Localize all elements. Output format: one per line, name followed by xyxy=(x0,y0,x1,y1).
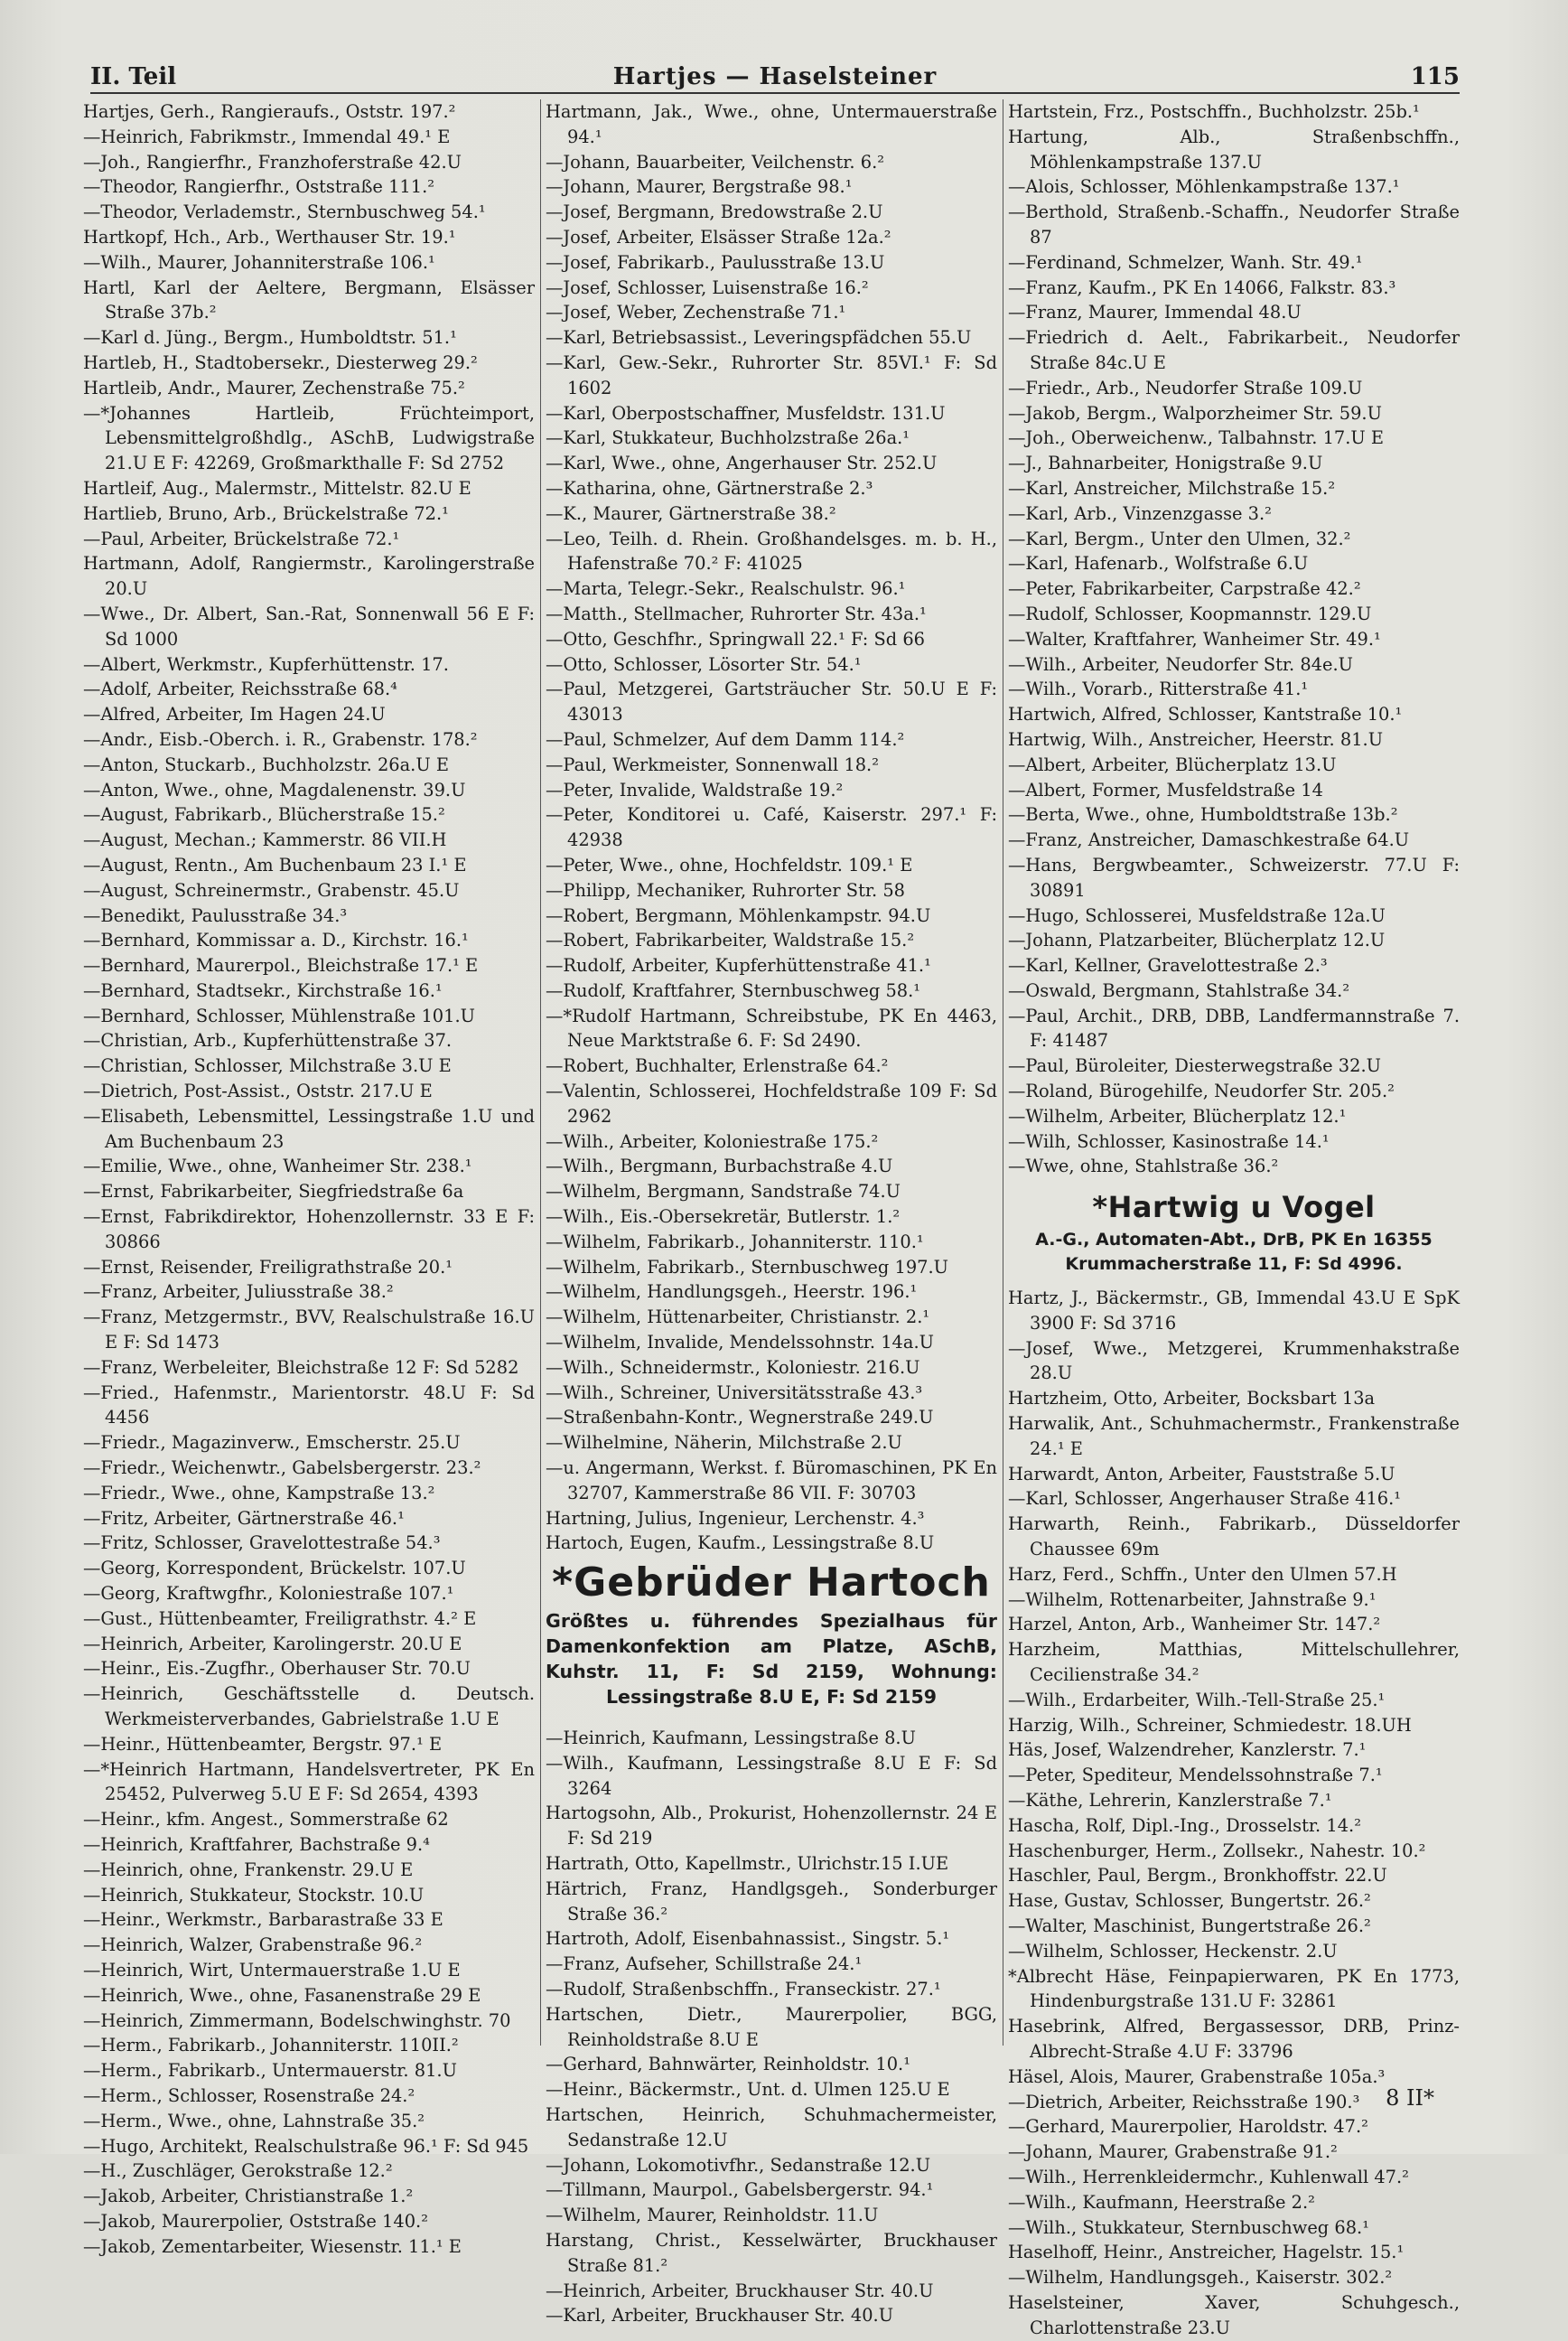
directory-entry: Häsel, Alois, Maurer, Grabenstraße 105a.³ xyxy=(1008,2065,1386,2087)
directory-entry: —Herm., Wwe., ohne, Lahnstraße 35.² xyxy=(83,2110,425,2131)
directory-entry: —Karl, Betriebsassist., Leveringspfädchen 55.U xyxy=(546,327,972,349)
directory-entry: Hartogsohn, Alb., Prokurist, Hohenzollernstr. 24 E F: Sd 219 xyxy=(546,1803,997,1849)
directory-entry: —Heinrich, Walzer, Grabenstraße 96.² xyxy=(83,1934,423,1956)
directory-entry: Hartwig, Wilh., Anstreicher, Heerstr. 81.U xyxy=(1008,728,1384,750)
directory-entry: —Käthe, Lehrerin, Kanzlerstraße 7.¹ xyxy=(1008,1790,1332,1811)
directory-entry: Hartschen, Dietr., Maurerpolier, BGG, Reinholdstraße 8.U E xyxy=(546,2003,997,2050)
directory-entry: —Joh., Oberweichenw., Talbahnstr. 17.U E xyxy=(1008,427,1385,449)
directory-entry: —Wilh., Schreiner, Universitätsstraße 43.³ xyxy=(546,1381,923,1403)
directory-entry: —Rudolf, Straßenbschffn., Franseckistr. 27.¹ xyxy=(546,1978,941,1999)
directory-entry: —Heinrich, Arbeiter, Karolingerstr. 20.U E xyxy=(83,1633,462,1654)
directory-entry: —Heinrich, Arbeiter, Bruckhauser Str. 40.U xyxy=(546,2280,934,2301)
directory-entry: —Wilhelm, Handlungsgeh., Kaiserstr. 302.² xyxy=(1008,2267,1393,2289)
directory-entry: —Rudolf, Arbeiter, Kupferhüttenstraße 41.¹ xyxy=(546,955,931,977)
directory-entry: Hartwich, Alfred, Schlosser, Kantstraße 10.¹ xyxy=(1008,704,1403,726)
directory-entry: —Johann, Lokomotivfhr., Sedanstraße 12.U xyxy=(546,2154,931,2176)
directory-entry: —Gerhard, Maurerpolier, Haroldstr. 47.² xyxy=(1008,2116,1368,2138)
directory-entry: —Emilie, Wwe., ohne, Wanheimer Str. 238.¹ xyxy=(83,1156,472,1177)
directory-entry: Haschler, Paul, Bergm., Bronkhoffstr. 22.U xyxy=(1008,1865,1387,1887)
directory-entry: —Wilh., Stukkateur, Sternbuschweg 68.¹ xyxy=(1008,2216,1369,2238)
directory-entry: Hartz, J., Bäckermstr., GB, Immendal 43.U E SpK 3900 F: Sd 3716 xyxy=(1008,1288,1460,1334)
directory-entry: —Georg, Kraftwgfhr., Koloniestraße 107.¹ xyxy=(83,1583,454,1605)
directory-entry: —Herm., Fabrikarb., Untermauerstr. 81.U xyxy=(83,2060,457,2082)
directory-entry: —Albert, Werkmstr., Kupferhüttenstr. 17. xyxy=(83,653,449,675)
directory-entry: Hartzheim, Otto, Arbeiter, Bocksbart 13a xyxy=(1008,1388,1376,1409)
directory-entry: —Herm., Schlosser, Rosenstraße 24.² xyxy=(83,2084,415,2106)
directory-entry: —Heinr., Eis.-Zugfhr., Oberhauser Str. 70.U xyxy=(83,1658,471,1680)
directory-entry: —Wilh., Erdarbeiter, Wilh.-Tell-Straße 25.¹ xyxy=(1008,1689,1386,1710)
directory-entry: —Heinrich, Kaufmann, Lessingstraße 8.U xyxy=(546,1728,916,1749)
directory-entry: —Roland, Bürogehilfe, Neudorfer Str. 205.² xyxy=(1008,1081,1395,1102)
directory-entry: —Heinrich, Fabrikmstr., Immendal 49.¹ E xyxy=(83,126,451,147)
directory-entry: —Wilhelm, Arbeiter, Blücherplatz 12.¹ xyxy=(1008,1105,1347,1127)
directory-entry: —Heinrich, Wwe., ohne, Fasanenstraße 29 E xyxy=(83,1984,481,2006)
directory-entry: —Matth., Stellmacher, Ruhrorter Str. 43a.¹ xyxy=(546,603,927,624)
directory-entry: —*Johannes Hartleib, Früchteimport, Lebensmittelgroßhdlg., ASchB, Ludwigstraße 21.U E F: 42269, Großmarkthalle F: Sd 2752 xyxy=(83,402,535,474)
directory-entry: —Benedikt, Paulusstraße 34.³ xyxy=(83,904,348,926)
directory-entry: —Jakob, Bergm., Walporzheimer Str. 59.U xyxy=(1008,402,1382,424)
directory-entry: —Heinrich, Geschäftsstelle d. Deutsch. Werkmeisterverbandes, Gabrielstraße 1.U E xyxy=(83,1683,535,1729)
directory-entry: —Friedrich d. Aelt., Fabrikarbeit., Neudorfer Straße 84c.U E xyxy=(1008,327,1460,373)
directory-entry: —Berthold, Straßenb.-Schaffn., Neudorfer Straße 87 xyxy=(1008,201,1460,248)
directory-entry: —Katharina, ohne, Gärtnerstraße 2.³ xyxy=(546,477,873,499)
page-number: 115 xyxy=(1410,63,1460,90)
column-divider xyxy=(540,99,541,2046)
directory-entry: —Paul, Schmelzer, Auf dem Damm 114.² xyxy=(546,728,905,750)
directory-entry: —Heinrich, Zimmermann, Bodelschwinghstr. 70 xyxy=(83,2009,511,2031)
directory-entry: —Fritz, Schlosser, Gravelottestraße 54.³ xyxy=(83,1532,441,1554)
directory-entry: —Anton, Stuckarb., Buchholzstr. 26a.U E xyxy=(83,754,450,775)
directory-entry: —Georg, Korrespondent, Brückelstr. 107.U xyxy=(83,1558,466,1579)
directory-entry: —Johann, Platzarbeiter, Blücherplatz 12.U xyxy=(1008,930,1386,951)
directory-entry: Harwarth, Reinh., Fabrikarb., Düsseldorfer Chaussee 69m xyxy=(1008,1513,1460,1560)
column-2 xyxy=(546,99,997,2327)
directory-entry: Hartschen, Heinrich, Schuhmachermeister, Sedanstraße 12.U xyxy=(546,2103,997,2150)
directory-entry: —Franz, Kaufm., PK En 14066, Falkstr. 83.³ xyxy=(1008,276,1396,298)
directory-entry: —Wilh, Schlosser, Kasinostraße 14.¹ xyxy=(1008,1130,1330,1152)
directory-entry: —Paul, Arbeiter, Brückelstraße 72.¹ xyxy=(83,528,400,549)
directory-entry: —Wilh., Herrenkleidermchr., Kuhlenwall 47.² xyxy=(1008,2166,1409,2187)
directory-entry: —Heinr., kfm. Angest., Sommerstraße 62 xyxy=(83,1809,449,1831)
directory-entry: —Franz, Maurer, Immendal 48.U xyxy=(1008,302,1302,323)
directory-entry: —Hugo, Schlosserei, Musfeldstraße 12a.U xyxy=(1008,904,1386,926)
directory-entry: —Karl, Gew.-Sekr., Ruhrorter Str. 85VI.¹ F: Sd 1602 xyxy=(546,351,997,398)
entry-list xyxy=(1008,99,1460,1179)
directory-entry: —August, Mechan.; Kammerstr. 86 VII.H xyxy=(83,829,447,851)
directory-entry: —Berta, Wwe., ohne, Humboldtstraße 13b.² xyxy=(1008,804,1398,826)
directory-entry: Hartung, Alb., Straßenbschffn., Möhlenkampstraße 137.U xyxy=(1008,126,1460,173)
advertisement-gebrueder-hartoch xyxy=(546,1559,997,1709)
directory-entry: —Dietrich, Post-Assist., Oststr. 217.U E xyxy=(83,1081,433,1102)
directory-entry: —Wilhelm, Invalide, Mendelssohnstr. 14a.U xyxy=(546,1332,934,1353)
directory-entry: —Rudolf, Kraftfahrer, Sternbuschweg 58.¹ xyxy=(546,979,921,1001)
ad-line: A.-G., Automaten-Abt., DrB, PK En 16355 xyxy=(1035,1230,1433,1250)
directory-entry: Hascha, Rolf, Dipl.-Ing., Drosselstr. 14.² xyxy=(1008,1814,1361,1836)
directory-entry: —Karl, Schlosser, Angerhauser Straße 416.¹ xyxy=(1008,1488,1402,1510)
directory-entry: —Albert, Arbeiter, Blücherplatz 13.U xyxy=(1008,754,1337,775)
directory-entry: Hartmann, Adolf, Rangiermstr., Karolingerstraße 20.U xyxy=(83,553,535,600)
directory-entry: —Wilhelm, Maurer, Reinholdstr. 11.U xyxy=(546,2205,879,2226)
directory-entry: —Josef, Fabrikarb., Paulusstraße 13.U xyxy=(546,251,885,273)
ad-text: Größtes u. führendes Spezialhaus für Damenkonfektion am Platze, ASchB, Kuhstr. 11, F: Sd 2159, Wohnung: Lessingstraße 8.U E, F: Sd 2159 xyxy=(546,1610,997,1709)
directory-entry: Häs, Josef, Walzendreher, Kanzlerstr. 7.¹ xyxy=(1008,1739,1367,1761)
directory-entry: Hartjes, Gerh., Rangieraufs., Oststr. 197.² xyxy=(83,101,456,122)
directory-entry: —Philipp, Mechaniker, Ruhrorter Str. 58 xyxy=(546,879,906,901)
directory-entry: —Otto, Schlosser, Lösorter Str. 54.¹ xyxy=(546,653,862,675)
directory-entry: —Bernhard, Stadtsekr., Kirchstraße 16.¹ xyxy=(83,979,443,1001)
directory-entry: —Wilhelm, Hüttenarbeiter, Christianstr. 2.¹ xyxy=(546,1306,930,1328)
directory-entry: —Elisabeth, Lebensmittel, Lessingstraße 1.U und Am Buchenbaum 23 xyxy=(83,1105,535,1152)
directory-entry: —Otto, Geschfhr., Springwall 22.¹ F: Sd 66 xyxy=(546,628,925,650)
directory-entry: Haselhoff, Heinr., Anstreicher, Hagelstr. 15.¹ xyxy=(1008,2242,1405,2263)
directory-entry: —Straßenbahn-Kontr., Wegnerstraße 249.U xyxy=(546,1407,934,1428)
directory-entry: —Valentin, Schlosserei, Hochfeldstraße 109 F: Sd 2962 xyxy=(546,1081,997,1127)
directory-entry: —Wilh., Bergmann, Burbachstraße 4.U xyxy=(546,1156,893,1177)
directory-entry: Hartleb, H., Stadtobersekr., Diesterweg 29.² xyxy=(83,351,478,373)
directory-entry: Hartlieb, Bruno, Arb., Brückelstraße 72.¹ xyxy=(83,502,449,524)
directory-entry: —Franz, Metzgermstr., BVV, Realschulstraße 16.U E F: Sd 1473 xyxy=(83,1306,535,1353)
directory-entry: —Fritz, Arbeiter, Gärtnerstraße 46.¹ xyxy=(83,1507,405,1529)
directory-entry: Hartrath, Otto, Kapellmstr., Ulrichstr.15 I.UE xyxy=(546,1853,949,1874)
directory-entry: —Robert, Bergmann, Möhlenkampstr. 94.U xyxy=(546,904,931,926)
directory-entry: —Bernhard, Kommissar a. D., Kirchstr. 16.¹ xyxy=(83,930,469,951)
directory-entry: —Friedr., Magazinverw., Emscherstr. 25.U xyxy=(83,1432,461,1454)
signature-mark: 8 II* xyxy=(1386,2085,1434,2111)
directory-entry: —Heinrich, Kraftfahrer, Bachstraße 9.⁴ xyxy=(83,1833,430,1855)
directory-entry: —Anton, Wwe., ohne, Magdalenenstr. 39.U xyxy=(83,779,466,801)
ad-title: *Hartwig u Vogel xyxy=(1092,1190,1376,1225)
directory-entry: —Peter, Wwe., ohne, Hochfeldstr. 109.¹ E xyxy=(546,854,913,876)
directory-entry: —K., Maurer, Gärtnerstraße 38.² xyxy=(546,502,836,524)
directory-entry: —Karl d. Jüng., Bergm., Humboldtstr. 51.¹ xyxy=(83,327,457,349)
directory-entry: —Karl, Anstreicher, Milchstraße 15.² xyxy=(1008,477,1336,499)
directory-entry: —H., Zuschläger, Gerokstraße 12.² xyxy=(83,2160,393,2182)
directory-entry: —Wilhelm, Rottenarbeiter, Jahnstraße 9.¹ xyxy=(1008,1588,1377,1610)
directory-entry: —Peter, Invalide, Waldstraße 19.² xyxy=(546,779,844,801)
directory-entry: Harwardt, Anton, Arbeiter, Fauststraße 5.U xyxy=(1008,1463,1395,1484)
entry-list xyxy=(546,1726,997,2328)
directory-entry: —J., Bahnarbeiter, Honigstraße 9.U xyxy=(1008,453,1323,474)
directory-entry: —August, Schreinermstr., Grabenstr. 45.U xyxy=(83,879,460,901)
directory-entry: —Marta, Telegr.-Sekr., Realschulstr. 96.¹ xyxy=(546,578,906,600)
directory-entry: Hartleif, Aug., Malermstr., Mittelstr. 82.U E xyxy=(83,477,471,499)
directory-entry: —Robert, Fabrikarbeiter, Waldstraße 15.² xyxy=(546,930,915,951)
directory-entry: —Theodor, Verlademstr., Sternbuschweg 54.¹ xyxy=(83,201,486,223)
directory-entry: —Wilhelm, Fabrikarb., Johanniterstr. 110.¹ xyxy=(546,1231,924,1252)
directory-entry: —Franz, Aufseher, Schillstraße 24.¹ xyxy=(546,1953,863,1975)
directory-entry: —Josef, Schlosser, Luisenstraße 16.² xyxy=(546,276,869,298)
directory-entry: —Johann, Bauarbeiter, Veilchenstr. 6.² xyxy=(546,151,885,173)
directory-entry: —Wilhelm, Schlosser, Heckenstr. 2.U xyxy=(1008,1940,1338,1962)
directory-entry: —Walter, Maschinist, Bungertstraße 26.² xyxy=(1008,1915,1371,1936)
directory-entry: —Wilhelm, Fabrikarb., Sternbuschweg 197.U xyxy=(546,1256,949,1278)
directory-entry: —Jakob, Zementarbeiter, Wiesenstr. 11.¹ E xyxy=(83,2235,462,2257)
directory-entry: —Wilh., Eis.-Obersekretär, Butlerstr. 1.² xyxy=(546,1206,901,1228)
directory-entry: —Heinrich, Wirt, Untermauerstraße 1.U E xyxy=(83,1959,461,1980)
directory-entry: —Heinr., Hüttenbeamter, Bergstr. 97.¹ E xyxy=(83,1733,443,1755)
directory-entry: —Hugo, Architekt, Realschulstraße 96.¹ F: Sd 945 xyxy=(83,2135,529,2157)
directory-entry: —Alfred, Arbeiter, Im Hagen 24.U xyxy=(83,704,386,726)
directory-entry: —Gerhard, Bahnwärter, Reinholdstr. 10.¹ xyxy=(546,2054,910,2075)
directory-entry: —Peter, Spediteur, Mendelssohnstraße 7.¹ xyxy=(1008,1765,1383,1786)
directory-entry: —Peter, Fabrikarbeiter, Carpstraße 42.² xyxy=(1008,578,1361,600)
directory-entry: Hartstein, Frz., Postschffn., Buchholzstr. 25b.¹ xyxy=(1008,101,1420,122)
column-1 xyxy=(83,99,535,2257)
directory-entry: Hartkopf, Hch., Arb., Werthauser Str. 19.¹ xyxy=(83,226,456,248)
directory-entry: —Karl, Stukkateur, Buchholzstraße 26a.¹ xyxy=(546,427,910,449)
advertisement-hartwig-vogel xyxy=(1008,1190,1460,1277)
directory-entry: Harzig, Wilh., Schreiner, Schmiedestr. 18.UH xyxy=(1008,1714,1412,1736)
entry-list xyxy=(546,99,997,1556)
directory-entry: —Oswald, Bergmann, Stahlstraße 34.² xyxy=(1008,979,1350,1001)
directory-entry: —Franz, Anstreicher, Damaschkestraße 64.U xyxy=(1008,829,1410,851)
directory-entry: —Johann, Maurer, Bergstraße 98.¹ xyxy=(546,176,853,198)
directory-entry: Hasebrink, Alfred, Bergassessor, DRB, Prinz-Albrecht-Straße 4.U F: 33796 xyxy=(1008,2016,1460,2062)
directory-entry: —Jakob, Maurerpolier, Oststraße 140.² xyxy=(83,2210,428,2232)
directory-entry: —Walter, Kraftfahrer, Wanheimer Str. 49.¹ xyxy=(1008,628,1381,650)
directory-entry: —Leo, Teilh. d. Rhein. Großhandelsges. m. b. H., Hafenstraße 70.² F: 41025 xyxy=(546,528,997,575)
directory-entry: —Franz, Werbeleiter, Bleichstraße 12 F: Sd 5282 xyxy=(83,1356,519,1378)
directory-entry: —Heinrich, Stukkateur, Stockstr. 10.U xyxy=(83,1884,425,1906)
directory-entry: Haschenburger, Herm., Zollsekr., Nahestr. 10.² xyxy=(1008,1840,1426,1861)
directory-entry: —Joh., Rangierfhr., Franzhoferstraße 42.U xyxy=(83,151,462,173)
directory-entry: —Fried., Hafenmstr., Marientorstr. 48.U F: Sd 4456 xyxy=(83,1381,535,1428)
directory-entry: —Karl, Arbeiter, Bruckhauser Str. 40.U xyxy=(546,2305,894,2327)
directory-entry: —Wilh., Arbeiter, Koloniestraße 175.² xyxy=(546,1130,879,1152)
directory-entry: —Ernst, Reisender, Freiligrathstraße 20.¹ xyxy=(83,1256,453,1278)
directory-entry: —Friedr., Wwe., ohne, Kampstraße 13.² xyxy=(83,1482,435,1503)
entry-list xyxy=(83,99,535,2260)
directory-entry: —Jakob, Arbeiter, Christianstraße 1.² xyxy=(83,2186,414,2207)
directory-entry: —Franz, Arbeiter, Juliusstraße 38.² xyxy=(83,1281,394,1303)
directory-entry: —Josef, Bergmann, Bredowstraße 2.U xyxy=(546,201,883,223)
directory-entry: —Karl, Arb., Vinzenzgasse 3.² xyxy=(1008,502,1272,524)
directory-entry: *Albrecht Häse, Feinpapierwaren, PK En 1773, Hindenburgstraße 131.U F: 32861 xyxy=(1008,1965,1460,2012)
directory-entry: Hartmann, Jak., Wwe., ohne, Untermauerstraße 94.¹ xyxy=(546,101,997,147)
directory-entry: —Heinrich, ohne, Frankenstr. 29.U E xyxy=(83,1859,414,1880)
directory-entry: —Ferdinand, Schmelzer, Wanh. Str. 49.¹ xyxy=(1008,251,1363,273)
page-header xyxy=(90,56,1460,94)
directory-entry: —Ernst, Fabrikdirektor, Hohenzollernstr. 33 E F: 30866 xyxy=(83,1206,535,1252)
directory-entry: —August, Rentn., Am Buchenbaum 23 I.¹ E xyxy=(83,854,467,876)
directory-entry: —Heinr., Werkmstr., Barbarastraße 33 E xyxy=(83,1909,443,1931)
directory-entry: —Andr., Eisb.-Oberch. i. R., Grabenstr. 178.² xyxy=(83,728,478,750)
directory-entry: —Albert, Former, Musfeldstraße 14 xyxy=(1008,779,1323,801)
directory-entry: Hartroth, Adolf, Eisenbahnassist., Singstr. 5.¹ xyxy=(546,1928,950,1950)
directory-entry: —Josef, Weber, Zechenstraße 71.¹ xyxy=(546,302,846,323)
directory-entry: —Karl, Oberpostschaffner, Musfeldstr. 131.U xyxy=(546,402,946,424)
directory-entry: —Paul, Werkmeister, Sonnenwall 18.² xyxy=(546,754,879,775)
directory-entry: —Johann, Maurer, Grabenstraße 91.² xyxy=(1008,2141,1338,2163)
directory-entry: —Wilhelm, Bergmann, Sandstraße 74.U xyxy=(546,1181,901,1203)
directory-entry: Hartning, Julius, Ingenieur, Lerchenstr. 4.³ xyxy=(546,1507,925,1529)
directory-entry: Hartleib, Andr., Maurer, Zechenstraße 75.² xyxy=(83,377,465,398)
directory-entry: —Karl, Wwe., ohne, Angerhauser Str. 252.U xyxy=(546,453,938,474)
running-title: Hartjes — Haselsteiner xyxy=(612,63,938,90)
ad-line: Krummacherstraße 11, F: Sd 4996. xyxy=(1065,1254,1403,1275)
directory-entry: —Herm., Fabrikarb., Johanniterstr. 110II.² xyxy=(83,2035,459,2056)
ad-title: *Gebrüder Hartoch xyxy=(552,1559,991,1606)
directory-entry: —u. Angermann, Werkst. f. Büromaschinen, PK En 32707, Kammerstraße 86 VII. F: 30703 xyxy=(546,1457,997,1503)
directory-entry: —Paul, Metzgerei, Gartsträucher Str. 50.U E F: 43013 xyxy=(546,679,997,726)
directory-entry: —Tillmann, Maurpol., Gabelsbergerstr. 94.¹ xyxy=(546,2179,934,2201)
directory-entry: —Hans, Bergwbeamter., Schweizerstr. 77.U F: 30891 xyxy=(1008,854,1460,901)
directory-entry: —Ernst, Fabrikarbeiter, Siegfriedstraße 6a xyxy=(83,1181,464,1203)
directory-entry: —*Heinrich Hartmann, Handelsvertreter, PK En 25452, Pulverweg 5.U E F: Sd 2654, 4393 xyxy=(83,1758,535,1805)
directory-entry: —Christian, Schlosser, Milchstraße 3.U E xyxy=(83,1055,452,1077)
directory-entry: —Friedr., Arb., Neudorfer Straße 109.U xyxy=(1008,377,1363,398)
directory-entry: —Paul, Büroleiter, Diesterwegstraße 32.U xyxy=(1008,1055,1381,1077)
directory-entry: Harwalik, Ant., Schuhmachermstr., Frankenstraße 24.¹ E xyxy=(1008,1413,1460,1459)
directory-entry: —*Rudolf Hartmann, Schreibstube, PK En 4463, Neue Marktstraße 6. F: Sd 2490. xyxy=(546,1005,997,1052)
directory-entry: —Bernhard, Maurerpol., Bleichstraße 17.¹ E xyxy=(83,955,479,977)
directory-entry: Hartl, Karl der Aeltere, Bergmann, Elsässer Straße 37b.² xyxy=(83,276,535,323)
directory-entry: —Bernhard, Schlosser, Mühlenstraße 101.U xyxy=(83,1005,475,1026)
directory-entry: —Wwe., Dr. Albert, San.-Rat, Sonnenwall 56 E F: Sd 1000 xyxy=(83,603,535,650)
directory-entry: —Gust., Hüttenbeamter, Freiligrathstr. 4.² E xyxy=(83,1607,477,1629)
directory-entry: —August, Fabrikarb., Blücherstraße 15.² xyxy=(83,804,445,826)
directory-entry: —Rudolf, Schlosser, Koopmannstr. 129.U xyxy=(1008,603,1372,624)
directory-entry: —Wilhelm, Handlungsgeh., Heerstr. 196.¹ xyxy=(546,1281,918,1303)
directory-entry: —Wilh., Maurer, Johanniterstraße 106.¹ xyxy=(83,251,435,273)
directory-entry: —Wwe, ohne, Stahlstraße 36.² xyxy=(1008,1156,1279,1177)
directory-entry: —Alois, Schlosser, Möhlenkampstraße 137.¹ xyxy=(1008,176,1400,198)
directory-entry: Hase, Gustav, Schlosser, Bungertstr. 26.² xyxy=(1008,1890,1371,1912)
section-label: II. Teil xyxy=(90,63,177,90)
directory-entry: —Adolf, Arbeiter, Reichsstraße 68.⁴ xyxy=(83,679,397,700)
directory-entry: Harzel, Anton, Arb., Wanheimer Str. 147.² xyxy=(1008,1614,1381,1635)
directory-entry: Härtrich, Franz, Handlgsgeh., Sonderburger Straße 36.² xyxy=(546,1877,997,1924)
directory-entry: —Karl, Bergm., Unter den Ulmen, 32.² xyxy=(1008,528,1351,549)
directory-entry: —Wilh., Arbeiter, Neudorfer Str. 84e.U xyxy=(1008,653,1354,675)
directory-entry: —Josef, Wwe., Metzgerei, Krummenhakstraße 28.U xyxy=(1008,1337,1460,1384)
directory-entry: —Friedr., Weichenwtr., Gabelsbergerstr. 23.² xyxy=(83,1457,481,1479)
directory-entry: Harz, Ferd., Schffn., Unter den Ulmen 57.H xyxy=(1008,1563,1397,1585)
directory-entry: —Wilhelmine, Näherin, Milchstraße 2.U xyxy=(546,1432,902,1454)
directory-entry: —Robert, Buchhalter, Erlenstraße 64.² xyxy=(546,1055,889,1077)
directory-entry: —Karl, Kellner, Gravelottestraße 2.³ xyxy=(1008,955,1328,977)
directory-entry: —Heinr., Bäckermstr., Unt. d. Ulmen 125.U E xyxy=(546,2079,950,2101)
directory-entry: Harstang, Christ., Kesselwärter, Bruckhauser Straße 81.² xyxy=(546,2229,997,2276)
directory-entry: Hartoch, Eugen, Kaufm., Lessingstraße 8.U xyxy=(546,1532,935,1554)
directory-entry: —Peter, Konditorei u. Café, Kaiserstr. 297.¹ F: 42938 xyxy=(546,804,997,851)
directory-entry: —Theodor, Rangierfhr., Oststraße 111.² xyxy=(83,176,435,198)
directory-entry: Harzheim, Matthias, Mittelschullehrer, Cecilienstraße 34.² xyxy=(1008,1639,1460,1686)
directory-entry: Haselsteiner, Xaver, Schuhgesch., Charlottenstraße 23.U xyxy=(1008,2291,1460,2338)
directory-entry: —Paul, Archit., DRB, DBB, Landfermannstraße 7. F: 41487 xyxy=(1008,1005,1460,1052)
directory-entry: —Josef, Arbeiter, Elsässer Straße 12a.² xyxy=(546,226,891,248)
directory-entry: —Wilh., Schneidermstr., Koloniestr. 216.U xyxy=(546,1356,920,1378)
directory-entry: —Wilh., Kaufmann, Lessingstraße 8.U E F: Sd 3264 xyxy=(546,1752,997,1799)
directory-entry: —Christian, Arb., Kupferhüttenstraße 37. xyxy=(83,1030,453,1052)
directory-entry: —Karl, Hafenarb., Wolfstraße 6.U xyxy=(1008,553,1309,575)
directory-entry: —Wilh., Vorarb., Ritterstraße 41.¹ xyxy=(1008,679,1309,700)
entry-list xyxy=(1008,1286,1460,2340)
directory-entry: —Wilh., Kaufmann, Heerstraße 2.² xyxy=(1008,2191,1315,2213)
directory-entry: —Dietrich, Arbeiter, Reichsstraße 190.³ xyxy=(1008,2091,1360,2112)
